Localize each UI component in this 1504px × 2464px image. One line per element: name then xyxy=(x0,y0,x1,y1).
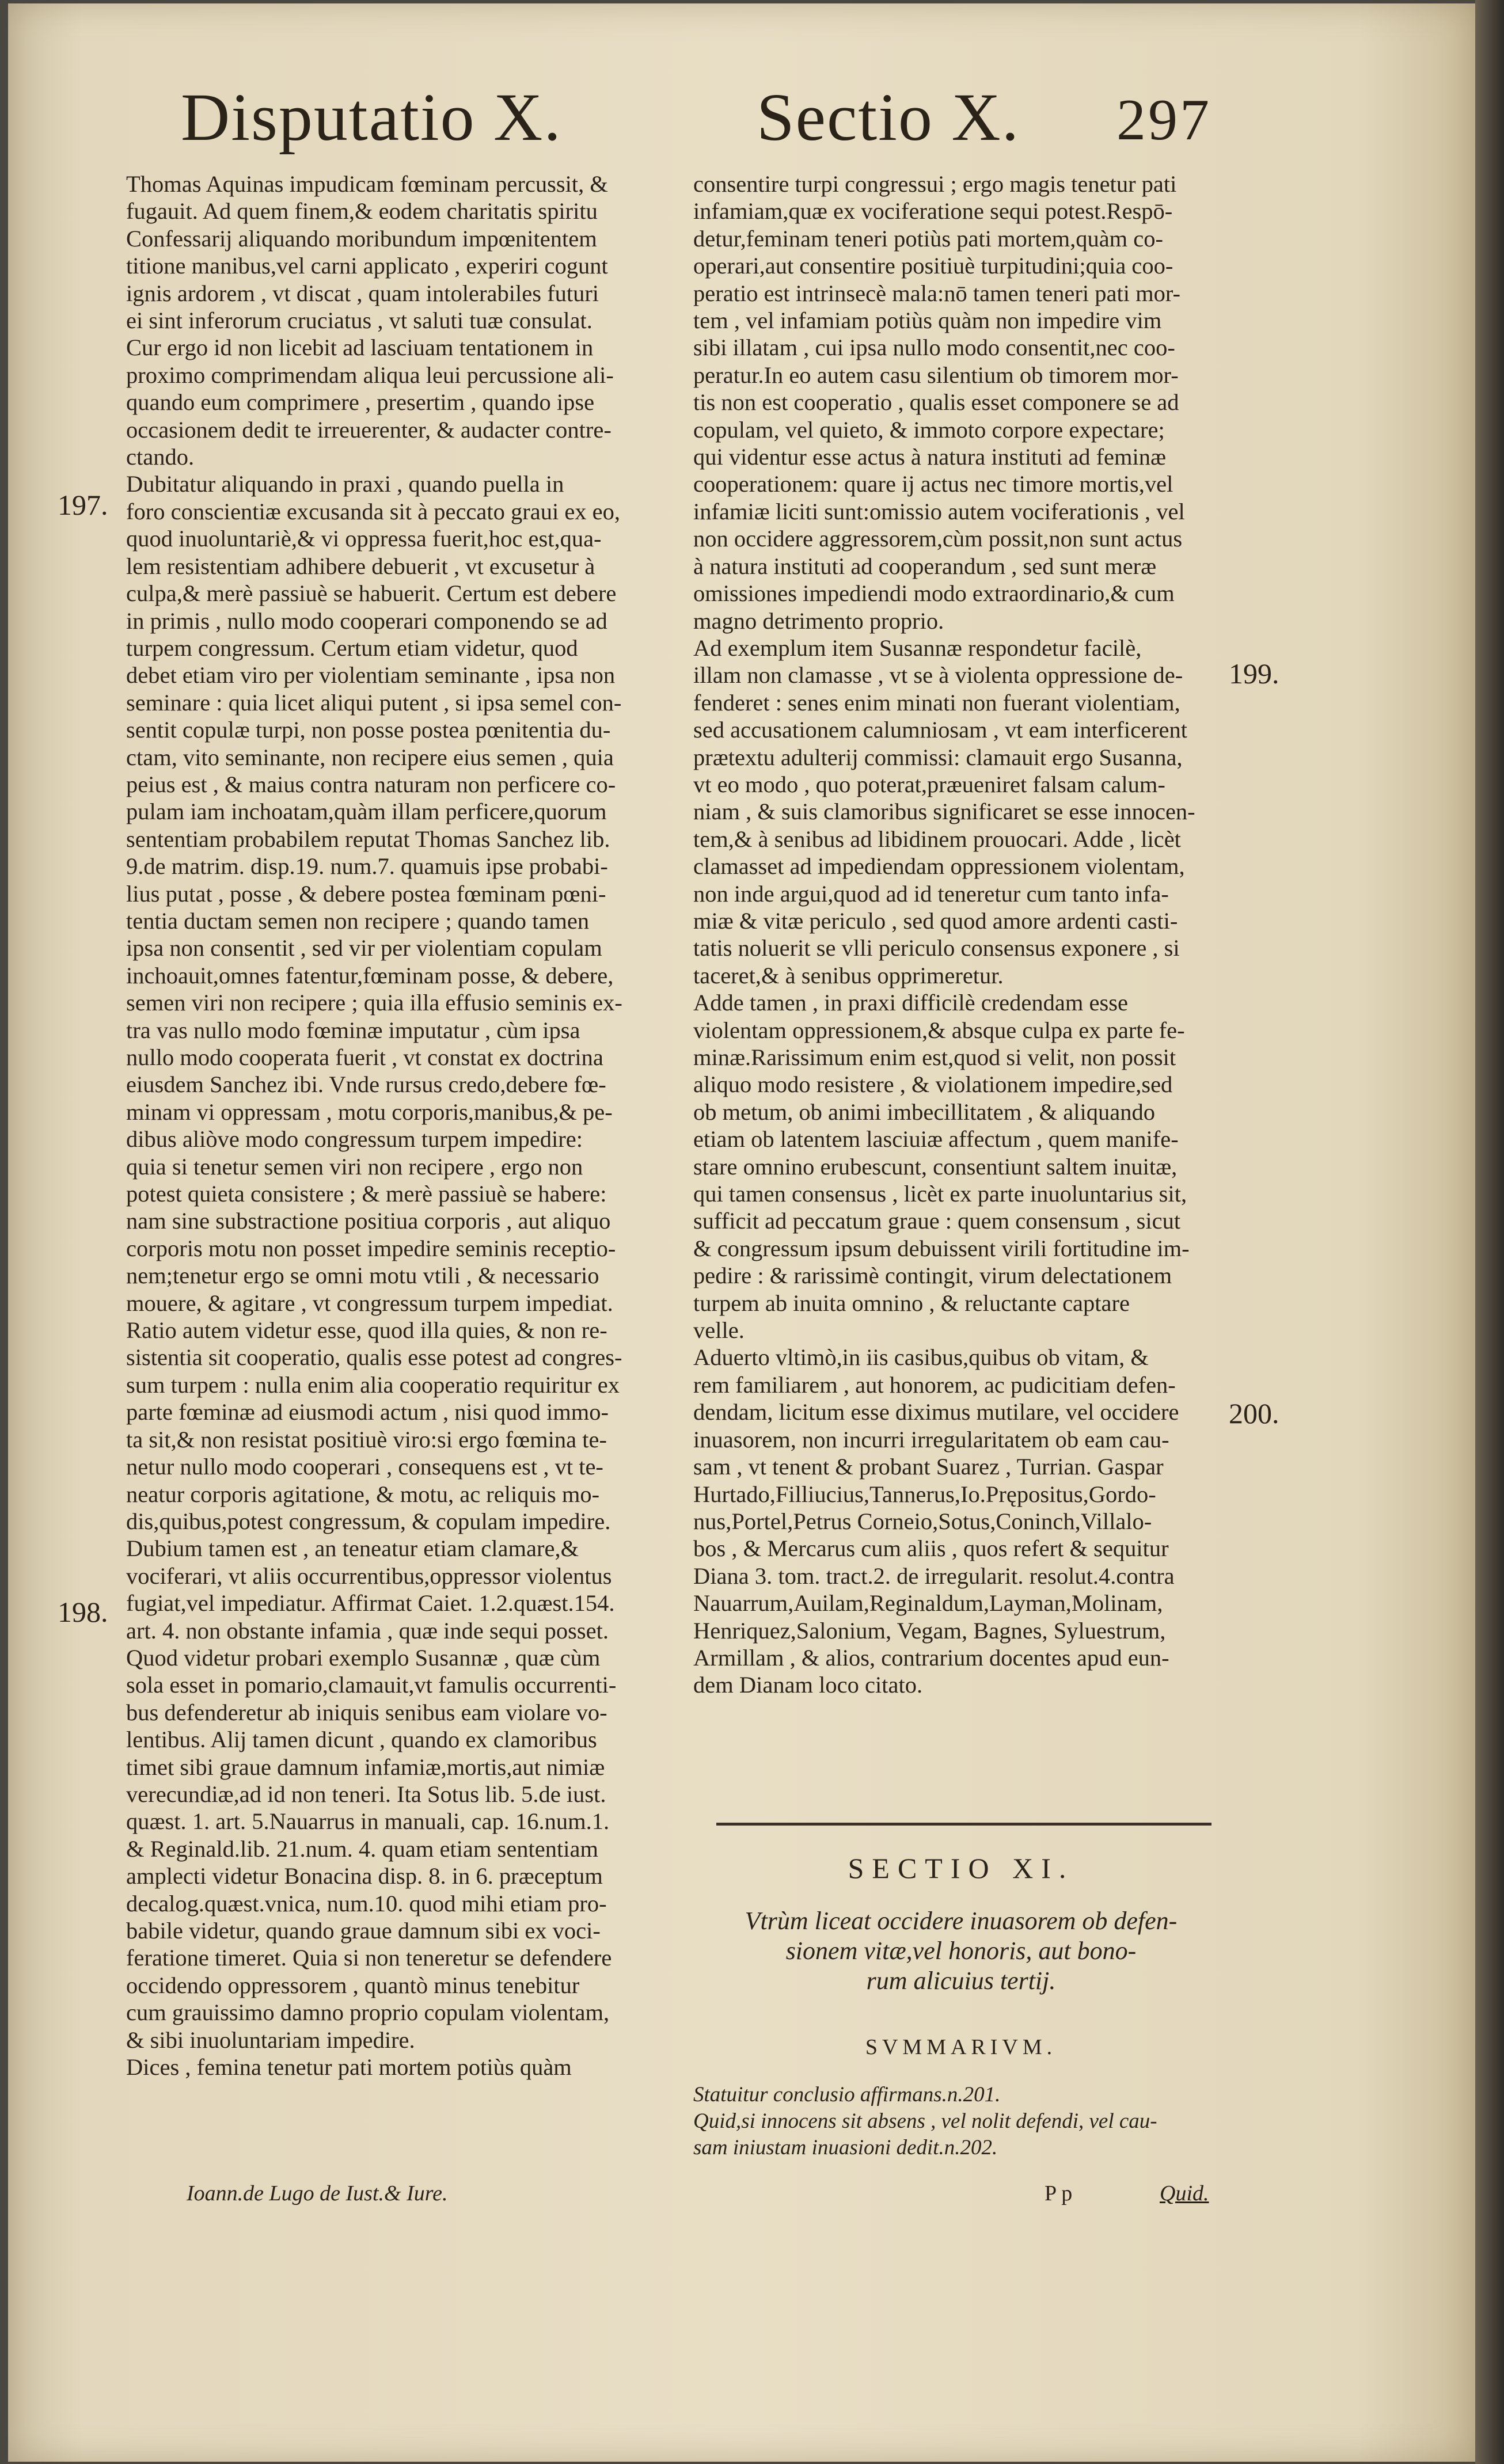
right-column-line: vt eo modo , quo poterat,præueniret falsam calum- xyxy=(693,771,1165,797)
left-column-line: titione manibus,vel carni applicato , experiri cogunt xyxy=(126,253,608,279)
right-column-line: detur,feminam teneri potiùs pati mortem,quàm co- xyxy=(693,225,1164,252)
left-column-line: pulam iam inchoatam,quàm illam perficere,quorum xyxy=(126,798,607,825)
right-column-line: consentire turpi congressui ; ergo magis tenetur pati xyxy=(693,171,1177,197)
left-column-line: ctam, vito seminante, non recipere eius semen , quia xyxy=(126,744,614,770)
right-column-line: Nauarrum,Auilam,Reginaldum,Layman,Molinam, xyxy=(693,1590,1163,1617)
left-column-line: quando eum comprimere , presertim , quando ipse xyxy=(126,389,595,416)
signature-mark: P p xyxy=(1045,2181,1073,2206)
left-column-line: turpem congressum. Certum etiam videtur, quod xyxy=(126,634,578,661)
right-column-line: Aduerto vltimò,in iis casibus,quibus ob vitam, & xyxy=(693,1344,1149,1371)
section-divider xyxy=(716,1823,1211,1826)
left-column-line: sentit copulæ turpi, non posse postea pœnitentia du- xyxy=(126,717,611,743)
signature-line: Ioann.de Lugo de Iust.& Iure. xyxy=(187,2181,448,2206)
right-column-line: prætextu adulterij commissi: clamauit ergo Susanna, xyxy=(693,744,1183,770)
left-column-line: occasionem dedit te irreuerenter, & audacter contre- xyxy=(126,416,612,443)
left-column-line: quod inuoluntariè,& vi oppressa fuerit,hoc est,qua- xyxy=(126,526,602,552)
left-column-line: Confessarij aliquando moribundum impœnitentem xyxy=(126,225,597,252)
left-column-line: foro conscientiæ excusanda sit à peccato graui ex eo, xyxy=(126,498,621,524)
left-column-line: sistentia sit cooperatio, qualis esse potest ad congres- xyxy=(126,1344,622,1371)
summarium xyxy=(693,2082,1229,2161)
right-column-line: inuasorem, non incurri irregularitatem ob eam cau- xyxy=(693,1426,1169,1452)
right-column-line: minæ.Rarissimum enim est,quod si velit, non possit xyxy=(693,1044,1176,1070)
running-head-center: Sectio X. xyxy=(757,79,1020,155)
left-column-line: & Reginald.lib. 21.num. 4. quam etiam sententiam xyxy=(126,1835,598,1862)
left-column-line: dis,quibus,potest congressum, & copulam impedire. xyxy=(126,1508,611,1534)
right-column-line: Henriquez,Salonium, Vegam, Bagnes, Syluestrum, xyxy=(693,1617,1166,1644)
right-column-line: operari,aut consentire positiuè turpitudini;quia coo- xyxy=(693,253,1173,279)
left-column-line: lius putat , posse , & debere postea fœminam pœni- xyxy=(126,880,606,907)
left-column-line: proximo comprimendam aliqua leui percussione ali- xyxy=(126,362,614,388)
left-column-line: corporis motu non posset impedire seminis receptio- xyxy=(126,1235,616,1261)
subtitle-line: rum alicuius tertij. xyxy=(866,1967,1056,1995)
right-column-line: non occidere aggressorem,cùm possit,non sunt actus xyxy=(693,526,1183,552)
right-column-line: omissiones impediendi modo extraordinario,& cum xyxy=(693,580,1175,607)
page-edge xyxy=(1475,0,1504,2464)
left-column-line: occidendo oppressorem , quantò minus tenebitur xyxy=(126,1972,580,1998)
right-column-line: peratio est intrinsecè mala:nō tamen teneri pati mor- xyxy=(693,280,1180,306)
right-column-line: Adde tamen , in praxi difficilè credendam esse xyxy=(693,990,1128,1016)
running-head-left: Disputatio X. xyxy=(181,79,562,155)
right-column-line: cooperationem: quare ij actus nec timore mortis,vel xyxy=(693,471,1173,497)
margin-number-197: 197. xyxy=(58,489,108,521)
left-column-line: nam sine substractione positiua corporis , aut aliquo xyxy=(126,1208,611,1234)
right-column-line: turpem ab inuita omnino , & reluctante captare xyxy=(693,1290,1130,1316)
right-column-line: rem familiarem , aut honorem, ac pudicitiam defen- xyxy=(693,1371,1176,1398)
left-column-line: bus defenderetur ab iniquis senibus eam violare vo- xyxy=(126,1699,607,1725)
margin-number-198: 198. xyxy=(58,1596,108,1628)
left-column-line: quia si tenetur semen viri non recipere , ergo non xyxy=(126,1153,583,1180)
right-column-line: Ad exemplum item Susannæ respondetur facilè, xyxy=(693,634,1142,661)
right-column-line: Hurtado,Filliucius,Tannerus,Io.Prępositus,Gordo- xyxy=(693,1481,1156,1507)
left-column-line: tra vas nullo modo fœminæ imputatur , cùm ipsa xyxy=(126,1017,580,1043)
right-column-line: sam , vt tenent & probant Suarez , Turrian. Gaspar xyxy=(693,1454,1164,1480)
section-subtitle xyxy=(693,1906,1229,1996)
right-column-line: etiam ob latentem lasciuiæ affectum , quem manife- xyxy=(693,1126,1179,1153)
left-column-line: amplecti videtur Bonacina disp. 8. in 6. præceptum xyxy=(126,1863,603,1889)
right-column-line: magno detrimento proprio. xyxy=(693,607,944,634)
left-column-line: seminare : quia licet aliqui putent , si ipsa semel con- xyxy=(126,689,622,716)
right-column-line: qui videntur esse actus à natura instituti ad feminæ xyxy=(693,444,1167,470)
left-column-line: sola esset in pomario,clamauit,vt famulis occurrenti- xyxy=(126,1672,617,1698)
right-column-line: aliquo modo resistere , & violationem impedire,sed xyxy=(693,1071,1173,1098)
left-column-line: eiusdem Sanchez ibi. Vnde rursus credo,debere fœ- xyxy=(126,1071,606,1098)
book-page xyxy=(8,3,1475,2462)
left-column-line: tentia ductam semen non recipere ; quando tamen xyxy=(126,907,590,934)
left-column-line: & sibi inuoluntariam impedire. xyxy=(126,2026,415,2053)
left-column-line: lentibus. Alij tamen dicunt , quando ex clamoribus xyxy=(126,1727,597,1753)
left-column-line: neatur corporis agitatione, & motu, ac reliquis mo- xyxy=(126,1481,600,1507)
running-head xyxy=(8,78,1475,159)
left-column-line: Dices , femina tenetur pati mortem potiùs quàm xyxy=(126,2054,572,2081)
right-column-line: ob metum, ob animi imbecillitatem , & aliquando xyxy=(693,1098,1155,1125)
right-column-line: tis non est cooperatio , qualis esset componere se ad xyxy=(693,389,1179,416)
catchword: Quid. xyxy=(1160,2181,1209,2206)
left-column-line: ignis ardorem , vt discat , quam intolerabiles futuri xyxy=(126,280,599,306)
left-column-line: Cur ergo id non licebit ad lasciuam tentationem in xyxy=(126,334,594,361)
left-column-line: nullo modo cooperata fuerit , vt constat ex doctrina xyxy=(126,1044,603,1070)
left-column xyxy=(126,170,667,2081)
summarium-title: SVMMARIVM. xyxy=(865,2035,1057,2059)
left-column-line: quæst. 1. art. 5.Nauarrus in manuali, cap. 16.num.1. xyxy=(126,1808,610,1835)
summarium-line: Statuitur conclusio affirmans.n.201. xyxy=(693,2083,1001,2106)
left-column-line: decalog.quæst.vnica, num.10. quod mihi etiam pro- xyxy=(126,1890,607,1917)
right-column-line: tem,& à senibus ad libidinem prouocari. Adde , licèt xyxy=(693,826,1181,852)
left-column-line: ipsa non consentit , sed vir per violentiam copulam xyxy=(126,935,602,961)
left-column-line: 9.de matrim. disp.19. num.7. quamuis ipse probabi- xyxy=(126,853,608,880)
left-column-line: ei sint inferorum cruciatus , vt saluti tuæ consulat. xyxy=(126,307,593,334)
left-column-line: lem resistentiam adhibere debuerit , vt excusetur à xyxy=(126,553,595,579)
right-column-line: & congressum ipsum debuissent virili fortitudine im- xyxy=(693,1235,1190,1261)
left-column-line: Dubium tamen est , an teneatur etiam clamare,& xyxy=(126,1535,579,1562)
left-column-line: sententiam probabilem reputat Thomas Sanchez lib. xyxy=(126,826,610,852)
right-column-line: sibi illatam , cui ipsa nullo modo consentit,nec coo- xyxy=(693,334,1175,361)
left-column-line: Dubitatur aliquando in praxi , quando puella in xyxy=(126,471,564,497)
left-column-line: ta sit,& non resistat positiuè viro:si ergo fœmina te- xyxy=(126,1426,607,1452)
left-column-line: semen viri non recipere ; quia illa effusio seminis ex- xyxy=(126,990,622,1016)
right-column-line: niam , & suis clamoribus significaret se esse innocen- xyxy=(693,798,1195,825)
left-column-line: dibus aliòve modo congressum turpem impedire: xyxy=(126,1126,583,1153)
left-column-line: peius est , & maius contra naturam non perficere co- xyxy=(126,771,616,797)
right-column-line: sufficit ad peccatum graue : quem consensum , sicut xyxy=(693,1208,1181,1234)
page-number: 297 xyxy=(1116,88,1211,153)
right-column-line: velle. xyxy=(693,1317,745,1344)
right-column-line: à natura instituti ad cooperandum , sed sunt meræ xyxy=(693,553,1157,579)
left-column-line: potest quieta consistere ; & merè passiuè se habere: xyxy=(126,1181,607,1207)
left-column-line: fugiat,vel impediatur. Affirmat Caiet. 1.2.quæst.154. xyxy=(126,1590,615,1617)
left-column-line: minam vi oppressam , motu corporis,manibus,& pe- xyxy=(126,1098,613,1125)
left-column-line: culpa,& merè passiuè se habuerit. Certum est debere xyxy=(126,580,617,607)
right-column-line: stare omnino erubescunt, consentiunt saltem inuitæ, xyxy=(693,1153,1178,1180)
left-column-line: mouere, & agitare , vt congressum turpem impediat. xyxy=(126,1290,613,1316)
right-column-line: sed accusationem calumniosam , vt eam interficerent xyxy=(693,717,1188,743)
right-column-line: dem Dianam loco citato. xyxy=(693,1672,923,1698)
left-column-line: vociferari, vt aliis occurrentibus,oppressor violentus xyxy=(126,1562,612,1589)
section-title: SECTIO XI. xyxy=(848,1852,1074,1884)
margin-number-199: 199. xyxy=(1229,657,1279,690)
right-column-line: violentam oppressionem,& absque culpa ex parte fe- xyxy=(693,1017,1185,1043)
right-column-line: taceret,& à senibus opprimeretur. xyxy=(693,962,1004,988)
left-column-line: debet etiam viro per violentiam seminante , ipsa non xyxy=(126,662,616,689)
left-column-line: in primis , nullo modo cooperari componendo se ad xyxy=(126,607,607,634)
right-column-line: peratur.In eo autem casu silentium ob timorem mor- xyxy=(693,362,1179,388)
right-column xyxy=(693,170,1229,1699)
right-column-line: Armillam , & alios, contrarium docentes apud eun- xyxy=(693,1644,1169,1671)
right-column-line: dendam, licitum esse diximus mutilare, vel occidere xyxy=(693,1399,1179,1425)
left-column-line: cum grauissimo damno proprio copulam violentam, xyxy=(126,1999,610,2026)
subtitle-line: sionem vitæ,vel honoris, aut bono- xyxy=(785,1937,1137,1965)
left-column-line: sum turpem : nulla enim alia cooperatio requiritur ex xyxy=(126,1371,620,1398)
right-column-line: non inde argui,quod ad id teneretur cum tanto infa- xyxy=(693,880,1169,907)
right-column-line: copulam, vel quieto, & immoto corpore expectare; xyxy=(693,416,1165,443)
right-column-line: tem , vel infamiam potiùs quàm non impedire vim xyxy=(693,307,1162,334)
left-column-line: art. 4. non obstante infamia , quæ inde sequi posset. xyxy=(126,1617,609,1644)
left-column-line: nem;tenetur ergo se omni motu vtili , & necessario xyxy=(126,1263,599,1289)
right-column-line: clamasset ad impediendam oppressionem violentam, xyxy=(693,853,1185,880)
left-column-line: timet sibi graue damnum infamiæ,mortis,aut nimiæ xyxy=(126,1754,605,1780)
left-column-line: ctando. xyxy=(126,444,195,470)
right-column-line: infamiam,quæ ex vociferatione sequi potest.Respō- xyxy=(693,198,1173,225)
left-column-line: babile videtur, quando graue damnum sibi ex voci- xyxy=(126,1918,601,1944)
right-column-line: infamiæ liciti sunt:omissio autem vociferationis , vel xyxy=(693,498,1185,524)
left-column-line: verecundiæ,ad id non teneri. Ita Sotus lib. 5.de iust. xyxy=(126,1781,606,1807)
right-column-line: fenderet : senes enim minati non fuerant violentiam, xyxy=(693,689,1180,716)
right-column-line: illam non clamasse , vt se à violenta oppressione de- xyxy=(693,662,1183,689)
left-column-line: netur nullo modo cooperari , consequens est , vt te- xyxy=(126,1454,603,1480)
left-column-line: Quod videtur probari exemplo Susannæ , quæ cùm xyxy=(126,1644,601,1671)
summarium-line: sam iniustam inuasioni dedit.n.202. xyxy=(693,2136,998,2159)
margin-number-200: 200. xyxy=(1229,1397,1279,1429)
summarium-line: Quid,si innocens sit absens , vel nolit defendi, vel cau- xyxy=(693,2109,1157,2133)
left-column-line: inchoauit,omnes fatentur,fœminam posse, & debere, xyxy=(126,962,614,988)
right-column-line: Diana 3. tom. tract.2. de irregularit. resolut.4.contra xyxy=(693,1562,1175,1589)
right-column-line: tatis noluerit se vlli periculo consensus exponere , si xyxy=(693,935,1180,961)
right-column-line: bos , & Mercarus cum aliis , quos refert & sequitur xyxy=(693,1535,1169,1562)
right-column-line: qui tamen consensus , licèt ex parte inuoluntarius sit, xyxy=(693,1181,1187,1207)
left-column-line: Ratio autem videtur esse, quod illa quies, & non re- xyxy=(126,1317,607,1344)
left-column-line: fugauit. Ad quem finem,& eodem charitatis spiritu xyxy=(126,198,598,225)
left-column-line: feratione timeret. Quia si non teneretur se defendere xyxy=(126,1945,612,1971)
right-column-line: miæ & vitæ periculo , sed quod amore ardenti casti- xyxy=(693,907,1178,934)
left-column-line: parte fœminæ ad eiusmodi actum , nisi quod immo- xyxy=(126,1399,609,1425)
subtitle-line: Vtrùm liceat occidere inuasorem ob defen- xyxy=(745,1907,1178,1935)
right-column-line: nus,Portel,Petrus Corneio,Sotus,Coninch,Villalo- xyxy=(693,1508,1152,1534)
right-column-line: pedire : & rarissimè contingit, virum delectationem xyxy=(693,1263,1172,1289)
left-column-line: Thomas Aquinas impudicam fœminam percussit, & xyxy=(126,171,608,197)
